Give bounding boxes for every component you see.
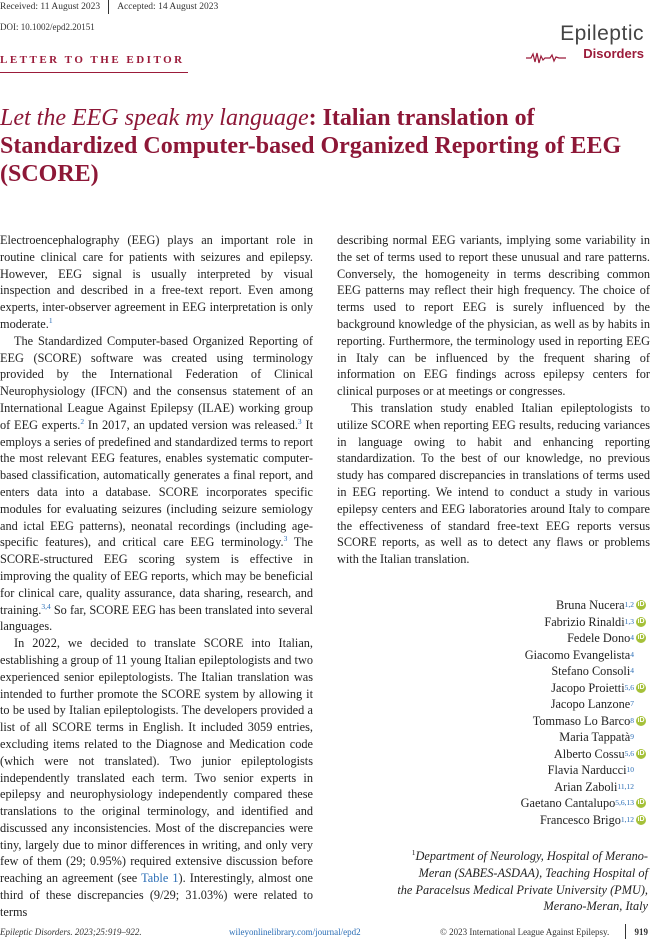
journal-citation: Epileptic Disorders. 2023;25:919–922.	[0, 927, 142, 937]
paragraph-5: This translation study enabled Italian epileptologists to utilize SCORE when reporting EEG results, reducing variances in language owing to habit and enhancing reporting standardization. To the best of our knowledge, no previous study has compared discrepancies in translations of terms used in EEG reporting. We intend to conduct a study in various epilepsy centers and EEG laboratories around Italy to compare the effectiveness of standard free-text EEG reports versus SCORE reports, as well as to detect any flaws or problems with the Italian translation.	[337, 400, 650, 567]
title-italic: Let the EEG speak my language	[0, 105, 309, 131]
paragraph-3	[0, 635, 313, 921]
journal-logo	[526, 22, 644, 66]
paragraph-1-text: Electroencephalography (EEG) plays an important role in routine clinical care for patients with seizures and epilepsy. However, EEG signal is usually interpreted by visual inspection and described in a free-text report. Even among experts, inter-observer agreement in EEG interpretation is only moderate.	[0, 233, 313, 331]
body-column-left	[0, 232, 313, 921]
copyright: © 2023 International League Against Epilepsy.	[440, 927, 610, 937]
affiliation-line3: the Paracelsus Medical Private University (PMU),	[397, 882, 648, 897]
affiliation-line2: Meran (SABES-ASDAA), Teaching Hospital of	[418, 865, 648, 880]
author-name: Alberto Cossu	[553, 746, 625, 761]
journal-url-link[interactable]: wileyonlinelibrary.com/journal/epd2	[229, 927, 361, 937]
paragraph-2-text-c: It employs a series of predefined and standardized terms to report the most relevant EEG features, enables systematic computer-based classification, automatically generates a final report, and enters data into a database. SCORE incorporates specific modules for evaluating seizures (including seizure semiology and ictal EEG patterns), neonatal recordings (including age-specific features), and critical care EEG terminology.	[0, 417, 313, 550]
author-name: Maria Tappatà	[559, 730, 631, 744]
citation-ref[interactable]: 3	[297, 416, 302, 426]
affiliation-sup: 1	[411, 847, 416, 857]
author-name: Tommaso Lo Barco	[532, 713, 631, 728]
title-line3: (SCORE)	[0, 161, 99, 187]
logo-text-disorders: Disorders	[583, 46, 644, 61]
header-divider	[108, 0, 109, 14]
author-entry: Gaetano Cantalupo 5,6,13 iD	[520, 796, 645, 810]
author-name: Jacopo Lanzone	[550, 697, 631, 711]
author-entry: Alberto Cossu 5,6 iD	[553, 746, 645, 761]
author-entry: Maria Tappatà 9	[559, 730, 634, 744]
body-column-right	[337, 232, 650, 568]
author-entry: Fedele Dono 4 iD	[567, 631, 645, 645]
paragraph-2-text-a: The Standardized Computer-based Organized Reporting of EEG (SCORE) software was created using terminology provided by the International Federation of Clinical Neurophysiology (IFCN) and the consensus statement of an International League Against Epilepsy (ILAE) working group of EEG experts.	[0, 333, 313, 432]
orcid-icon[interactable]: iD	[637, 683, 645, 691]
author-name: Jacopo Proietti	[551, 680, 625, 695]
author-name: Giacomo Evangelista	[524, 647, 631, 662]
orcid-icon[interactable]: iD	[637, 749, 645, 757]
author-entry: Francesco Brigo 1,12 iD	[539, 812, 645, 827]
paragraph-2-text-b: In 2017, an updated version was released.	[84, 417, 298, 432]
table-1-link[interactable]: Table 1	[141, 871, 179, 886]
author-entry: Fabrizio Rinaldi 1,3 iD	[544, 614, 645, 629]
citation-ref[interactable]: 3	[283, 534, 288, 544]
orcid-icon[interactable]: iD	[637, 799, 645, 807]
section-label: LETTER TO THE EDITOR	[0, 54, 185, 66]
received-accepted-bar	[0, 0, 218, 14]
logo-text-epileptic: Epileptic	[560, 22, 644, 45]
author-name: Arian Zaboli	[554, 779, 618, 794]
author-name: Fabrizio Rinaldi	[544, 614, 625, 629]
affiliation-line1: Department of Neurology, Hospital of Merano-	[415, 849, 648, 863]
section-rule	[0, 72, 188, 73]
author-name: Gaetano Cantalupo	[520, 796, 616, 810]
author-name: Stefano Consoli	[551, 664, 631, 678]
article-title	[0, 104, 640, 188]
orcid-icon[interactable]: iD	[637, 815, 645, 823]
author-entry: Jacopo Lanzone 7	[550, 697, 634, 711]
footer-divider	[625, 924, 626, 939]
affiliation	[348, 848, 648, 915]
author-entry: Stefano Consoli 4	[551, 664, 634, 678]
author-entry: Arian Zaboli 11,12	[554, 779, 634, 794]
author-name: Fedele Dono	[567, 631, 631, 645]
citation-ref[interactable]: 1	[48, 315, 53, 325]
author-entry: Tommaso Lo Barco 8 iD	[532, 713, 645, 728]
orcid-icon[interactable]: iD	[637, 601, 645, 609]
author-name: Bruna Nucera	[556, 598, 625, 612]
page-number: 919	[634, 927, 648, 937]
author-entry: Flavia Narducci 10	[547, 763, 634, 777]
author-name: Francesco Brigo	[539, 812, 621, 827]
doi[interactable]: DOI: 10.1002/epd2.20151	[0, 22, 95, 32]
author-entry: Jacopo Proietti 5,6 iD	[551, 680, 645, 695]
paragraph-2-text-d: The SCORE-structured EEG scoring system is effective in improving the quality of EEG reports, which may be beneficial for clinical care, quality assurance, data sharing, research, and training.	[0, 535, 313, 617]
orcid-icon[interactable]: iD	[637, 617, 645, 625]
paragraph-2-text-e: So far, SCORE EEG has been translated into several languages.	[0, 602, 313, 634]
paragraph-3-text-b: ). Interestingly, almost one third of these discrepancies (9/29; 31.03%) were related to terms	[0, 871, 313, 919]
orcid-icon[interactable]: iD	[637, 716, 645, 724]
title-rest-line1: : Italian translation of	[308, 105, 535, 131]
title-line2: Standardized Computer-based Organized Reporting of EEG	[0, 133, 622, 159]
accepted-date: Accepted: 14 August 2023	[117, 2, 219, 13]
author-name: Flavia Narducci	[547, 763, 627, 777]
author-entry: Bruna Nucera 1,2 iD	[556, 598, 645, 612]
eeg-wave-icon	[526, 52, 566, 64]
paragraph-1	[0, 232, 313, 333]
paragraph-3-text-a: In 2022, we decided to translate SCORE into Italian, establishing a group of 11 young Italian epileptologists and two experienced senior epileptologists. The Italian translation was intended to further promote the SCORE system by allowing it to be used by Italian epileptologists. The developers provided a list of all SCORE terms in English. It included 3059 entries, excluding items related to the Diagnose and Medication code (which were not translated). Two junior epileptologists independently translated each term. Two senior experts in epilepsy and neurophysiology independently compared these translations to the original terminology, and identified and discussed any inconsistencies. Most of the discrepancies were tiny, largely due to minor differences in writing, and only very few of them (29; 0.95%) required extensive discussion before reaching an agreement (see	[0, 636, 313, 886]
author-entry: Giacomo Evangelista 4	[524, 647, 634, 662]
citation-ref[interactable]: 3,4	[41, 601, 51, 611]
citation-ref[interactable]: 2	[80, 416, 85, 426]
received-date: Received: 11 August 2023	[0, 2, 101, 13]
author-list	[521, 597, 646, 828]
affiliation-line4: Merano-Meran, Italy	[543, 899, 648, 914]
orcid-icon[interactable]: iD	[637, 634, 645, 642]
paragraph-2	[0, 333, 313, 635]
paragraph-4: describing normal EEG variants, implying some variability in the set of terms used to report these unusual and rare patterns. Conversely, the homogeneity in terms describing common EEG patterns may reflect their high frequency. The choice of terms used to report EEG is surely influenced by the background knowledge of the physician, as well as by habits in reporting. Furthermore, the terminology used in reporting EEG in Italy can be influenced by the frequent sharing of information on EEG findings across epilepsy centers for clinical purposes or at meetings or congresses.	[337, 233, 650, 399]
